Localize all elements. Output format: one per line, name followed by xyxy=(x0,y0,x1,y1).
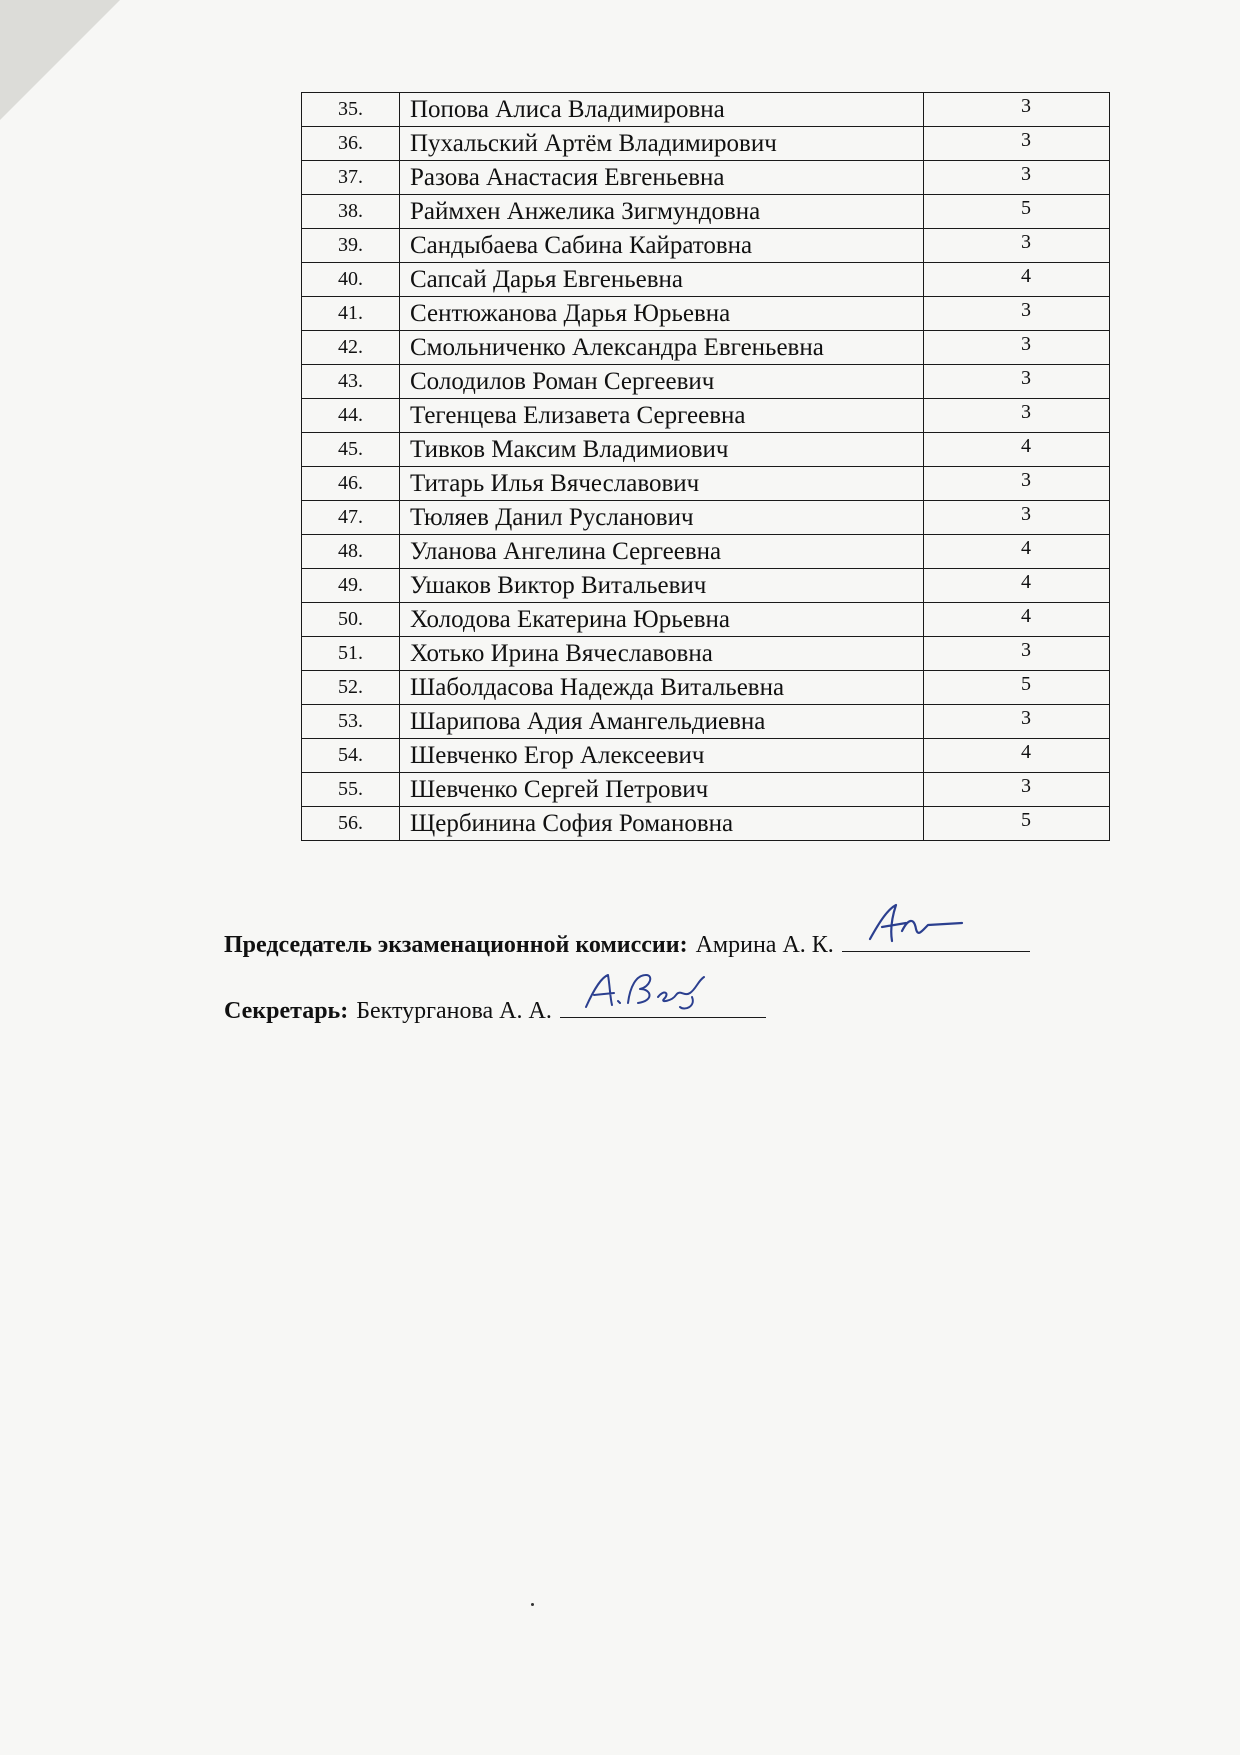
grade: 4 xyxy=(924,263,1110,297)
student-name: Шарипова Адия Амангельдиевна xyxy=(400,705,924,739)
chair-name: Амрина А. К. xyxy=(695,932,834,958)
grade: 3 xyxy=(924,229,1110,263)
student-name: Ушаков Виктор Витальевич xyxy=(400,569,924,603)
row-number: 37. xyxy=(302,161,400,195)
grade: 3 xyxy=(924,93,1110,127)
student-name: Разова Анастасия Евгеньевна xyxy=(400,161,924,195)
student-name: Шевченко Егор Алексеевич xyxy=(400,739,924,773)
row-number: 46. xyxy=(302,467,400,501)
grade: 4 xyxy=(924,603,1110,637)
table-row xyxy=(302,603,1110,637)
table-row xyxy=(302,263,1110,297)
student-name: Титарь Илья Вячеславович xyxy=(400,467,924,501)
table-row xyxy=(302,739,1110,773)
table-row xyxy=(302,569,1110,603)
student-name: Сапсай Дарья Евгеньевна xyxy=(400,263,924,297)
row-number: 36. xyxy=(302,127,400,161)
student-name: Шаболдасова Надежда Витальевна xyxy=(400,671,924,705)
results-table xyxy=(301,92,1110,841)
student-name: Сентюжанова Дарья Юрьевна xyxy=(400,297,924,331)
table-row xyxy=(302,773,1110,807)
grade: 4 xyxy=(924,433,1110,467)
grade: 4 xyxy=(924,535,1110,569)
student-name: Попова Алиса Владимировна xyxy=(400,93,924,127)
row-number: 55. xyxy=(302,773,400,807)
secretary-role-label: Секретарь: xyxy=(224,998,349,1024)
row-number: 49. xyxy=(302,569,400,603)
row-number: 52. xyxy=(302,671,400,705)
table-row xyxy=(302,365,1110,399)
grade: 3 xyxy=(924,331,1110,365)
chair-signature-icon xyxy=(862,901,972,945)
table-row xyxy=(302,127,1110,161)
row-number: 43. xyxy=(302,365,400,399)
grade: 5 xyxy=(924,807,1110,841)
student-name: Раймхен Анжелика Зигмундовна xyxy=(400,195,924,229)
table-row xyxy=(302,807,1110,841)
table-row xyxy=(302,331,1110,365)
row-number: 39. xyxy=(302,229,400,263)
row-number: 40. xyxy=(302,263,400,297)
table-row xyxy=(302,93,1110,127)
chair-signature-line xyxy=(224,927,1030,959)
grade: 3 xyxy=(924,297,1110,331)
row-number: 50. xyxy=(302,603,400,637)
student-name: Пухальский Артём Владимирович xyxy=(400,127,924,161)
results-table-body xyxy=(302,93,1110,841)
row-number: 54. xyxy=(302,739,400,773)
row-number: 53. xyxy=(302,705,400,739)
row-number: 47. xyxy=(302,501,400,535)
row-number: 41. xyxy=(302,297,400,331)
secretary-signature-icon xyxy=(580,967,720,1013)
grade: 3 xyxy=(924,467,1110,501)
student-name: Холодова Екатерина Юрьевна xyxy=(400,603,924,637)
grade: 4 xyxy=(924,569,1110,603)
grade: 5 xyxy=(924,195,1110,229)
stray-mark xyxy=(531,1603,534,1606)
student-name: Солодилов Роман Сергеевич xyxy=(400,365,924,399)
row-number: 48. xyxy=(302,535,400,569)
table-row xyxy=(302,229,1110,263)
grade: 5 xyxy=(924,671,1110,705)
grade: 3 xyxy=(924,773,1110,807)
grade: 3 xyxy=(924,637,1110,671)
table-row xyxy=(302,671,1110,705)
grade: 3 xyxy=(924,705,1110,739)
table-row xyxy=(302,705,1110,739)
student-name: Смольниченко Александра Евгеньевна xyxy=(400,331,924,365)
row-number: 45. xyxy=(302,433,400,467)
student-name: Тивков Максим Владимиович xyxy=(400,433,924,467)
row-number: 38. xyxy=(302,195,400,229)
table-row xyxy=(302,637,1110,671)
grade: 3 xyxy=(924,127,1110,161)
student-name: Сандыбаева Сабина Кайратовна xyxy=(400,229,924,263)
grade: 3 xyxy=(924,365,1110,399)
folded-corner xyxy=(0,0,120,120)
grade: 3 xyxy=(924,161,1110,195)
table-row xyxy=(302,297,1110,331)
row-number: 56. xyxy=(302,807,400,841)
student-name: Шевченко Сергей Петрович xyxy=(400,773,924,807)
chair-role-label: Председатель экзаменационной комиссии: xyxy=(224,932,688,958)
chair-signature-field xyxy=(842,927,1030,952)
table-row xyxy=(302,161,1110,195)
secretary-signature-field xyxy=(560,993,766,1018)
student-name: Щербинина София Романовна xyxy=(400,807,924,841)
student-name: Тюляев Данил Русланович xyxy=(400,501,924,535)
table-row xyxy=(302,399,1110,433)
table-row xyxy=(302,433,1110,467)
grade: 4 xyxy=(924,739,1110,773)
row-number: 51. xyxy=(302,637,400,671)
row-number: 42. xyxy=(302,331,400,365)
secretary-signature-line xyxy=(224,993,766,1025)
table-row xyxy=(302,501,1110,535)
secretary-name: Бектурганова А. А. xyxy=(356,998,552,1024)
student-name: Хотько Ирина Вячеславовна xyxy=(400,637,924,671)
row-number: 44. xyxy=(302,399,400,433)
student-name: Тегенцева Елизавета Сергеевна xyxy=(400,399,924,433)
grade: 3 xyxy=(924,501,1110,535)
table-row xyxy=(302,467,1110,501)
grade: 3 xyxy=(924,399,1110,433)
table-row xyxy=(302,535,1110,569)
table-row xyxy=(302,195,1110,229)
row-number: 35. xyxy=(302,93,400,127)
student-name: Уланова Ангелина Сергеевна xyxy=(400,535,924,569)
